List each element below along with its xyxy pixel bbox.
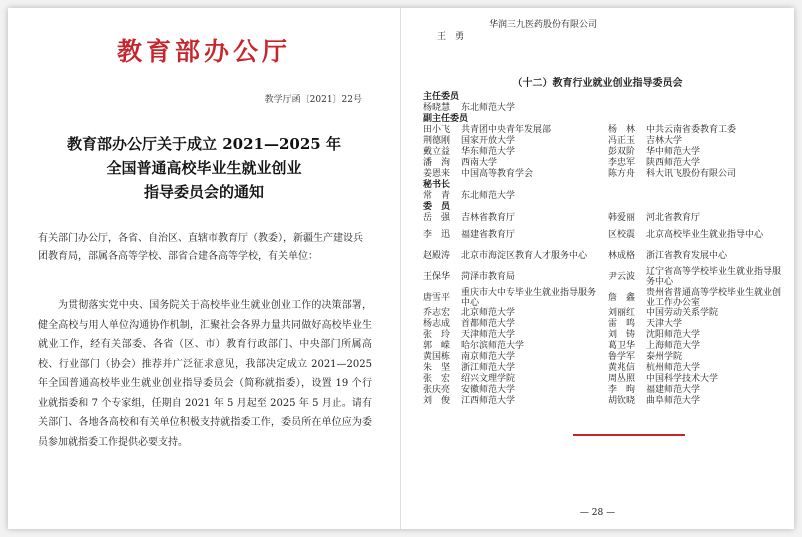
- member-org: 中国高等教育学会: [461, 169, 534, 179]
- roster-entry: [602, 158, 787, 169]
- roster-entry: [602, 136, 787, 147]
- roster-entry: [417, 319, 602, 330]
- roster-entry: [602, 385, 787, 396]
- member-name: 赵殿涛: [423, 250, 451, 261]
- member-name: 李忠军: [608, 158, 636, 168]
- roster-row: [417, 319, 787, 330]
- member-name: 雷 鸣: [608, 319, 636, 329]
- roster-entry: [602, 147, 787, 158]
- member-org: 沈阳师范大学: [646, 330, 701, 340]
- member-org: 中国科学技术大学: [646, 374, 719, 384]
- roster-entry: [417, 266, 602, 287]
- roster-entry: [417, 147, 602, 158]
- member-org: 泰州学院: [646, 352, 683, 362]
- roster-row: [417, 158, 787, 169]
- member-name: 王 勇: [437, 32, 465, 42]
- member-org: 贵州省普通高等学校毕业生就业创业工作办公室: [646, 287, 782, 308]
- roster-row: [417, 341, 787, 352]
- roster-entry: [602, 125, 787, 136]
- member-name: 葛卫华: [608, 341, 636, 351]
- roster-role-heading: 主任委员: [423, 92, 460, 102]
- roster-entry: [417, 191, 602, 202]
- roster-row: [417, 287, 787, 308]
- member-org: 河北省教育厅: [646, 213, 701, 223]
- roster-entry: [602, 396, 787, 407]
- roster-row: [417, 125, 787, 136]
- roster-entry: [602, 363, 787, 374]
- body-paragraph: 为贯彻落实党中央、国务院关于高校毕业生就业创业工作的决策部署，健全高校与用人单位沟通协作机制，汇聚社会各界力量共同做好高校毕业生就业工作，经有关部委、各省（区、市）教育行政部门、中央部门所属高校、行业部门（协会）推荐并广泛征求意见，我部决定成立 2021—2025 年全国普通高校毕业生就业创业指导委员会（简称就指委），设置 19 个行业就指委和 7 个专家组，任期自 2021 年 5 月起至 2025 年 5 月止。请有关部门、各地各高校和有关单位积极支持就指委工作，委员所在单位应为委员参加就指委工作提供必要支持。: [38, 300, 372, 448]
- roster-entry: [602, 213, 787, 224]
- member-org: 天津大学: [646, 319, 683, 329]
- member-name: 岳 强: [423, 213, 451, 223]
- member-name: 尹云波: [608, 271, 636, 282]
- member-org: 哈尔滨师范大学: [461, 341, 525, 351]
- roster-row: [417, 191, 787, 202]
- member-name: 刘 铸: [608, 330, 636, 340]
- notice-title: [8, 132, 400, 204]
- roster-row: [417, 169, 787, 180]
- member-org: 南京师范大学: [461, 352, 516, 362]
- member-name: 陈方舟: [608, 169, 636, 179]
- member-org: 吉林大学: [646, 136, 683, 146]
- member-name: 朱 坚: [423, 363, 451, 373]
- roster-entry: [417, 341, 602, 352]
- member-org: 福建师范大学: [646, 385, 701, 395]
- roster-entry: [602, 245, 787, 266]
- member-org: 福建省教育厅: [461, 229, 516, 240]
- masthead: 教育部办公厅: [116, 37, 291, 66]
- roster-entry: [602, 287, 787, 308]
- roster-entry: [417, 224, 602, 245]
- member-name: 杨晓慧: [423, 103, 451, 113]
- roster-row: [417, 308, 787, 319]
- member-org: 曲阜师范大学: [646, 396, 701, 406]
- member-org: 中共云南省委教育工委: [646, 125, 737, 135]
- roster-entry: [602, 341, 787, 352]
- roster-row: [417, 330, 787, 341]
- title-line: 全国普通高校毕业生就业创业: [106, 159, 302, 177]
- member-name: 李 迅: [423, 229, 451, 240]
- roster-row: [417, 136, 787, 147]
- section-title: （十二）教育行业就业创业指导委员会: [512, 78, 683, 89]
- member-name: 乔志宏: [423, 308, 451, 318]
- roster-entry: [602, 319, 787, 330]
- member-org: 北京师范大学: [461, 308, 516, 318]
- roster-role-heading: 委 员: [423, 202, 451, 212]
- member-name: 冯正玉: [608, 136, 636, 146]
- member-name: 詹 鑫: [608, 292, 636, 303]
- member-name: 常 青: [423, 191, 451, 201]
- page-number: — 28 —: [579, 508, 616, 518]
- member-name: 张 宏: [423, 374, 451, 384]
- roster-entry: [602, 224, 787, 245]
- member-name: 戴立益: [423, 147, 451, 157]
- member-org: 杭州师范大学: [646, 363, 701, 373]
- member-name: 区校震: [608, 229, 636, 240]
- member-org: 东北师范大学: [461, 191, 516, 201]
- member-org: 辽宁省高等学校毕业生就业指导服务中心: [646, 266, 782, 287]
- member-name: 鲁学军: [608, 352, 636, 362]
- roster-entry: [417, 374, 602, 385]
- member-org: 浙江省教育发展中心: [646, 250, 728, 261]
- roster-entry: [417, 169, 602, 180]
- highlight-underline: [573, 434, 685, 436]
- roster-entry: [602, 330, 787, 341]
- member-org: 共青团中央青年发展部: [461, 125, 552, 135]
- member-name: 李 昫: [608, 385, 636, 395]
- roster-row: [417, 396, 787, 407]
- member-org: 中国劳动关系学院: [646, 308, 719, 318]
- member-name: 潘 洵: [423, 158, 451, 168]
- member-name: 荆德刚: [423, 136, 451, 146]
- committee-roster: [417, 92, 787, 407]
- member-org: 菏泽市教育局: [461, 271, 516, 282]
- roster-row: [417, 213, 787, 224]
- member-name: 杨志成: [423, 319, 451, 329]
- right-page: [401, 8, 794, 529]
- roster-entry: [602, 374, 787, 385]
- roster-entry: [417, 213, 602, 224]
- roster-entry: [417, 158, 602, 169]
- left-page: [8, 8, 401, 529]
- roster-entry: [417, 308, 602, 319]
- member-name: 田小飞: [423, 125, 451, 135]
- member-org: 华中师范大学: [646, 147, 701, 157]
- roster-entry: [417, 245, 602, 266]
- member-org: 江西师范大学: [461, 396, 516, 406]
- roster-entry: [602, 266, 787, 287]
- roster-entry: [417, 396, 602, 407]
- document-number: 教学厅函〔2021〕22号: [264, 95, 362, 105]
- title-line: 教育部办公厅关于成立 2021—2025 年: [67, 135, 341, 153]
- member-name: 杨 林: [608, 125, 636, 135]
- member-name: 周丛照: [608, 374, 636, 384]
- roster-row: [417, 374, 787, 385]
- member-name: 胡钦晓: [608, 396, 636, 406]
- member-org: 华润三九医药股份有限公司: [489, 20, 598, 30]
- member-name: 张 玲: [423, 330, 451, 340]
- roster-row: [417, 147, 787, 158]
- member-name: 彭双阶: [608, 147, 636, 157]
- member-name: 韩爱丽: [608, 213, 636, 223]
- member-name: 黄兆信: [608, 363, 636, 373]
- member-name: 唐雪平: [423, 292, 451, 303]
- roster-row: [417, 224, 787, 245]
- roster-entry: [417, 330, 602, 341]
- member-org: 西南大学: [461, 158, 498, 168]
- member-name: 黄国栋: [423, 352, 451, 362]
- member-name: 刘 俊: [423, 396, 451, 406]
- member-org: 科大讯飞股份有限公司: [646, 169, 737, 179]
- roster-entry: [417, 385, 602, 396]
- roster-row: [417, 245, 787, 266]
- roster-entry: [602, 352, 787, 363]
- member-name: 刘丽红: [608, 308, 636, 318]
- roster-entry: [417, 287, 602, 308]
- roster-row: [417, 363, 787, 374]
- document-frame: [8, 8, 794, 529]
- member-org: 天津师范大学: [461, 330, 516, 340]
- roster-entry: [417, 125, 602, 136]
- roster-role-heading: 副主任委员: [423, 114, 469, 124]
- member-name: 姜恩来: [423, 169, 451, 179]
- member-org: 首都师范大学: [461, 319, 516, 329]
- member-org: 华东师范大学: [461, 147, 516, 157]
- member-org: 东北师范大学: [461, 103, 516, 113]
- member-name: 张庆亮: [423, 385, 451, 395]
- member-name: 王保华: [423, 271, 451, 282]
- addressee: 有关部门办公厅，各省、自治区、直辖市教育厅（教委），新疆生产建设兵团教育局，部属各高等学校、部省合建各高等学校，有关单位：: [38, 233, 363, 262]
- member-org: 绍兴文理学院: [461, 374, 516, 384]
- roster-row: [417, 352, 787, 363]
- roster-row: [417, 385, 787, 396]
- member-org: 北京高校毕业生就业指导中心: [646, 229, 764, 240]
- member-org: 安徽师范大学: [461, 385, 516, 395]
- roster-entry: [602, 169, 787, 180]
- member-name: 郭 嵘: [423, 341, 451, 351]
- member-org: 吉林省教育厅: [461, 213, 516, 223]
- member-org: 北京市海淀区教育人才服务中心: [461, 250, 588, 261]
- title-line: 指导委员会的通知: [143, 183, 264, 201]
- roster-row: [417, 266, 787, 287]
- member-org: 浙江师范大学: [461, 363, 516, 373]
- member-org: 重庆市大中专毕业生就业指导服务中心: [461, 287, 597, 308]
- member-org: 上海师范大学: [646, 341, 701, 351]
- roster-entry: [417, 363, 602, 374]
- roster-entry: [417, 103, 602, 114]
- member-org: 国家开放大学: [461, 136, 516, 146]
- roster-entry: [417, 352, 602, 363]
- member-org: 陕西师范大学: [646, 158, 701, 168]
- roster-entry: [417, 136, 602, 147]
- member-name: 林成格: [608, 250, 636, 261]
- roster-row: [417, 103, 787, 114]
- roster-entry: [602, 308, 787, 319]
- roster-role-heading: 秘书长: [423, 180, 451, 190]
